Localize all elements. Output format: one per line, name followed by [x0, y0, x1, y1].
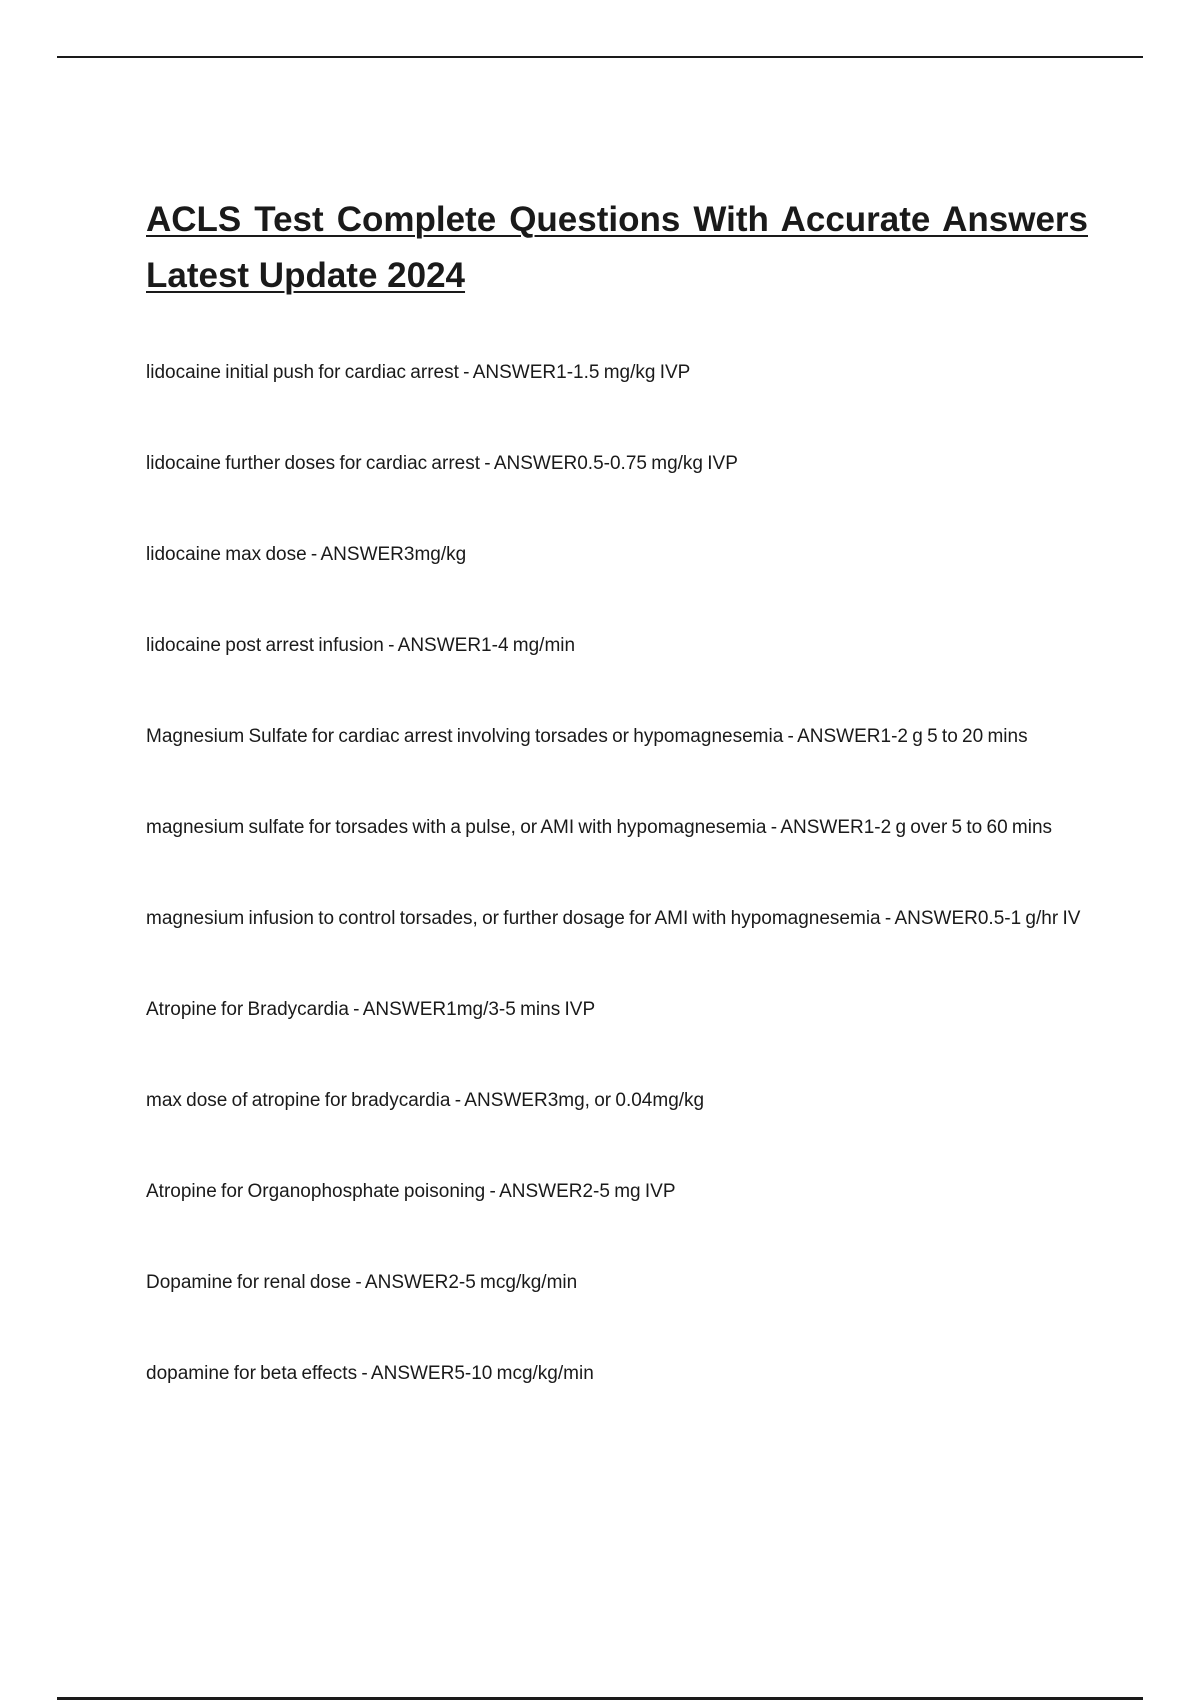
qa-separator: - — [351, 1272, 365, 1293]
question-text: lidocaine max dose — [146, 544, 307, 565]
question-text: lidocaine further doses for cardiac arrest — [146, 453, 480, 474]
question-text: Magnesium Sulfate for cardiac arrest involving torsades or hypomagnesemia — [146, 726, 784, 747]
answer-text: ANSWER2-5 mcg/kg/min — [364, 1272, 578, 1293]
qa-separator: - — [766, 817, 781, 838]
qa-separator: - — [450, 1090, 465, 1111]
answer-text: ANSWER3mg, or 0.04mg/kg — [464, 1090, 705, 1111]
document-title: ACLS Test Complete Questions With Accurate Answers Latest Update 2024 — [146, 200, 1088, 295]
qa-item — [146, 631, 1088, 660]
qa-separator: - — [480, 453, 494, 474]
qa-list — [146, 358, 1088, 1388]
qa-item — [146, 1268, 1088, 1297]
question-text: dopamine for beta effects — [146, 1363, 358, 1384]
answer-text: ANSWER0.5-1 g/hr IV — [894, 908, 1081, 929]
qa-separator: - — [306, 544, 321, 565]
qa-separator: - — [783, 726, 798, 747]
question-text: Atropine for Organophosphate poisoning — [146, 1181, 486, 1202]
qa-separator: - — [348, 999, 363, 1020]
question-text: magnesium sulfate for torsades with a pulse, or AMI with hypomagnesemia — [146, 817, 767, 838]
question-text: max dose of atropine for bradycardia — [146, 1090, 451, 1111]
qa-item — [146, 1086, 1088, 1115]
qa-item — [146, 449, 1088, 478]
header-rule — [57, 56, 1143, 58]
answer-text: ANSWER1-1.5 mg/kg IVP — [472, 362, 691, 383]
question-text: Dopamine for renal dose — [146, 1272, 352, 1293]
qa-item — [146, 722, 1088, 751]
question-text: Atropine for Bradycardia — [146, 999, 349, 1020]
answer-text: ANSWER1mg/3-5 mins IVP — [362, 999, 596, 1020]
qa-item — [146, 1359, 1088, 1388]
qa-separator: - — [880, 908, 895, 929]
question-text: magnesium infusion to control torsades, or further dosage for AMI with hypomagnesemia — [146, 908, 881, 929]
qa-separator: - — [485, 1181, 500, 1202]
qa-separator: - — [383, 635, 398, 656]
qa-item — [146, 358, 1088, 387]
answer-text: ANSWER1-4 mg/min — [397, 635, 576, 656]
answer-text: ANSWER1-2 g over 5 to 60 mins — [780, 817, 1053, 838]
qa-item — [146, 813, 1088, 842]
qa-item — [146, 1177, 1088, 1206]
qa-separator: - — [357, 1363, 371, 1384]
qa-separator: - — [458, 362, 473, 383]
qa-item — [146, 995, 1088, 1024]
answer-text: ANSWER3mg/kg — [320, 544, 467, 565]
answer-text: ANSWER2-5 mg IVP — [499, 1181, 676, 1202]
question-text: lidocaine post arrest infusion — [146, 635, 384, 656]
qa-item — [146, 540, 1088, 569]
answer-text: ANSWER0.5-0.75 mg/kg IVP — [493, 453, 738, 474]
answer-text: ANSWER1-2 g 5 to 20 mins — [797, 726, 1028, 747]
qa-item — [146, 904, 1088, 933]
answer-text: ANSWER5-10 mcg/kg/min — [370, 1363, 594, 1384]
question-text: lidocaine initial push for cardiac arrest — [146, 362, 459, 383]
